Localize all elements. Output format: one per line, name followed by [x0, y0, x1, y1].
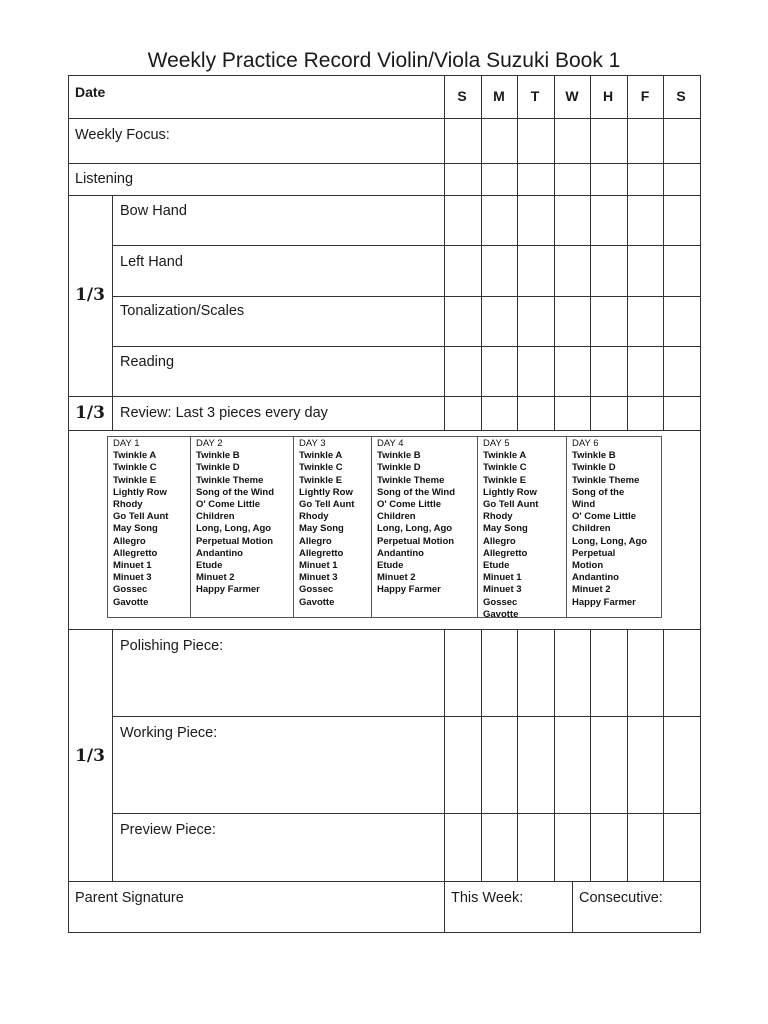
schedule-piece: Minuet 3 — [483, 584, 522, 596]
row-divider — [68, 396, 701, 397]
schedule-piece: Twinkle B — [377, 450, 421, 462]
page-title: Weekly Practice Record Violin/Viola Suzuki Book 1 — [147, 49, 621, 72]
schedule-piece: Allegro — [299, 535, 332, 547]
column-divider — [590, 75, 591, 430]
schedule-piece: Twinkle C — [483, 462, 527, 474]
schedule-piece: Twinkle Theme — [196, 474, 264, 486]
schedule-piece: Twinkle B — [572, 450, 616, 462]
schedule-piece: Twinkle A — [483, 450, 527, 462]
schedule-piece: Happy Farmer — [196, 584, 260, 596]
row-divider — [68, 881, 701, 882]
pieces-fraction: 1/3 — [75, 746, 105, 766]
schedule-piece: Allegretto — [483, 547, 528, 559]
column-divider — [554, 629, 555, 881]
column-divider — [572, 881, 573, 933]
schedule-piece-list — [113, 450, 190, 609]
schedule-piece: Perpetual Motion — [196, 535, 274, 547]
schedule-piece: Gossec — [113, 584, 148, 596]
schedule-piece: Perpetual — [572, 547, 616, 559]
schedule-piece: Etude — [483, 560, 510, 572]
schedule-day-heading: DAY 4 — [377, 438, 404, 449]
schedule-day-3 — [294, 437, 372, 617]
schedule-piece: Rhody — [483, 511, 513, 523]
schedule-piece-list — [196, 450, 293, 596]
schedule-piece: Rhody — [113, 499, 143, 511]
schedule-piece: Allegretto — [299, 547, 344, 559]
column-divider — [554, 75, 555, 430]
schedule-piece: Minuet 1 — [483, 572, 522, 584]
schedule-day-heading: DAY 2 — [196, 438, 223, 449]
day-header-wednesday: W — [565, 88, 579, 104]
day-header-friday: F — [640, 88, 650, 104]
schedule-piece: Twinkle D — [377, 462, 421, 474]
this-week-label: This Week: — [451, 890, 524, 906]
row-divider — [112, 716, 701, 717]
schedule-piece: May Song — [113, 523, 158, 535]
row-divider — [68, 195, 701, 196]
column-divider — [627, 75, 628, 430]
schedule-piece: Allegro — [483, 535, 516, 547]
column-divider — [663, 75, 664, 430]
schedule-piece: Twinkle D — [572, 462, 616, 474]
schedule-piece: Go Tell Aunt — [299, 499, 355, 511]
weekly-focus-label: Weekly Focus: — [75, 127, 170, 143]
column-divider — [481, 75, 482, 430]
schedule-day-2 — [191, 437, 294, 617]
schedule-piece: Go Tell Aunt — [113, 511, 169, 523]
row-divider — [68, 430, 701, 431]
schedule-piece: Gavotte — [299, 596, 335, 608]
schedule-piece: O' Come Little — [572, 511, 637, 523]
schedule-piece: Twinkle E — [113, 474, 157, 486]
working-piece-label: Working Piece: — [120, 725, 218, 741]
schedule-piece: Go Tell Aunt — [483, 499, 539, 511]
left-hand-label: Left Hand — [120, 254, 183, 270]
schedule-piece: Children — [196, 511, 235, 523]
schedule-piece: May Song — [299, 523, 344, 535]
row-divider — [112, 346, 701, 347]
column-divider — [112, 629, 113, 881]
schedule-piece: Rhody — [299, 511, 329, 523]
review-fraction: 1/3 — [75, 403, 105, 423]
review-schedule-table — [107, 436, 662, 618]
column-divider — [590, 629, 591, 881]
schedule-piece: May Song — [483, 523, 528, 535]
row-divider — [68, 629, 701, 630]
schedule-piece: Long, Long, Ago — [572, 535, 648, 547]
row-divider — [112, 813, 701, 814]
schedule-piece: Song of the Wind — [196, 486, 275, 498]
column-divider — [627, 629, 628, 881]
column-divider — [517, 629, 518, 881]
schedule-piece: Twinkle D — [196, 462, 240, 474]
schedule-piece: Allegretto — [113, 547, 158, 559]
schedule-piece: Andantino — [196, 547, 243, 559]
schedule-piece: Perpetual Motion — [377, 535, 455, 547]
review-label: Review: Last 3 pieces every day — [120, 405, 328, 421]
schedule-piece: Twinkle Theme — [572, 474, 640, 486]
schedule-piece: Minuet 1 — [299, 560, 338, 572]
schedule-piece: Lightly Row — [113, 486, 167, 498]
reading-label: Reading — [120, 354, 175, 370]
schedule-piece: Twinkle E — [299, 474, 343, 486]
column-divider — [517, 75, 518, 430]
schedule-piece: Children — [572, 523, 611, 535]
column-divider — [444, 75, 445, 430]
schedule-piece: Lightly Row — [483, 486, 537, 498]
schedule-piece: Gossec — [483, 596, 518, 608]
schedule-piece: Long, Long, Ago — [377, 523, 453, 535]
schedule-piece: Allegro — [113, 535, 146, 547]
schedule-piece-list — [572, 450, 661, 609]
schedule-piece: Lightly Row — [299, 486, 353, 498]
schedule-day-heading: DAY 5 — [483, 438, 510, 449]
polishing-piece-label: Polishing Piece: — [120, 638, 224, 654]
schedule-day-1 — [108, 437, 191, 617]
schedule-day-heading: DAY 1 — [113, 438, 140, 449]
schedule-piece-list — [377, 450, 477, 596]
schedule-day-6 — [567, 437, 661, 617]
technique-fraction: 1/3 — [75, 285, 105, 305]
schedule-piece: Gossec — [299, 584, 334, 596]
schedule-piece: Twinkle A — [299, 450, 343, 462]
schedule-piece-list — [483, 450, 566, 621]
schedule-piece: Long, Long, Ago — [196, 523, 272, 535]
schedule-piece: Minuet 2 — [377, 572, 416, 584]
schedule-piece: O' Come Little — [196, 499, 261, 511]
row-divider — [68, 118, 701, 119]
schedule-piece: Happy Farmer — [572, 596, 636, 608]
schedule-piece: O' Come Little — [377, 499, 442, 511]
schedule-day-heading: DAY 3 — [299, 438, 326, 449]
schedule-piece: Twinkle E — [483, 474, 527, 486]
bow-hand-label: Bow Hand — [120, 203, 187, 219]
schedule-piece: Twinkle B — [196, 450, 240, 462]
row-divider — [112, 296, 701, 297]
day-header-tuesday: T — [530, 88, 540, 104]
row-divider — [68, 163, 701, 164]
day-header-sunday: S — [457, 88, 467, 104]
preview-piece-label: Preview Piece: — [120, 822, 216, 838]
column-divider — [112, 195, 113, 430]
column-divider — [663, 629, 664, 881]
schedule-piece: Andantino — [377, 547, 424, 559]
day-header-monday: M — [493, 88, 505, 104]
column-divider — [444, 629, 445, 881]
schedule-piece: Twinkle C — [113, 462, 157, 474]
schedule-piece: Twinkle A — [113, 450, 157, 462]
schedule-piece: Gavotte — [483, 608, 519, 620]
schedule-piece: Minuet 1 — [113, 560, 152, 572]
date-label: Date — [75, 84, 106, 100]
schedule-piece: Andantino — [572, 572, 619, 584]
schedule-piece: Etude — [377, 560, 404, 572]
schedule-piece: Song of the — [572, 486, 625, 498]
parent-signature-label: Parent Signature — [75, 890, 184, 906]
schedule-piece: Motion — [572, 560, 604, 572]
schedule-piece-list — [299, 450, 371, 609]
schedule-piece: Etude — [196, 560, 223, 572]
listening-label: Listening — [75, 171, 134, 187]
schedule-piece: Minuet 3 — [113, 572, 152, 584]
schedule-day-heading: DAY 6 — [572, 438, 599, 449]
row-divider — [112, 245, 701, 246]
schedule-piece: Minuet 2 — [572, 584, 611, 596]
column-divider — [444, 881, 445, 933]
schedule-day-4 — [372, 437, 478, 617]
consecutive-label: Consecutive: — [579, 890, 663, 906]
schedule-day-5 — [478, 437, 567, 620]
schedule-piece: Minuet 3 — [299, 572, 338, 584]
tonalization-label: Tonalization/Scales — [120, 303, 245, 319]
schedule-piece: Song of the Wind — [377, 486, 456, 498]
day-header-thursday: H — [602, 88, 614, 104]
column-divider — [481, 629, 482, 881]
schedule-piece: Children — [377, 511, 416, 523]
schedule-piece: Happy Farmer — [377, 584, 441, 596]
day-header-saturday: S — [676, 88, 686, 104]
schedule-piece: Minuet 2 — [196, 572, 235, 584]
schedule-piece: Twinkle C — [299, 462, 343, 474]
schedule-piece: Gavotte — [113, 596, 149, 608]
schedule-piece: Twinkle Theme — [377, 474, 445, 486]
schedule-piece: Wind — [572, 499, 596, 511]
